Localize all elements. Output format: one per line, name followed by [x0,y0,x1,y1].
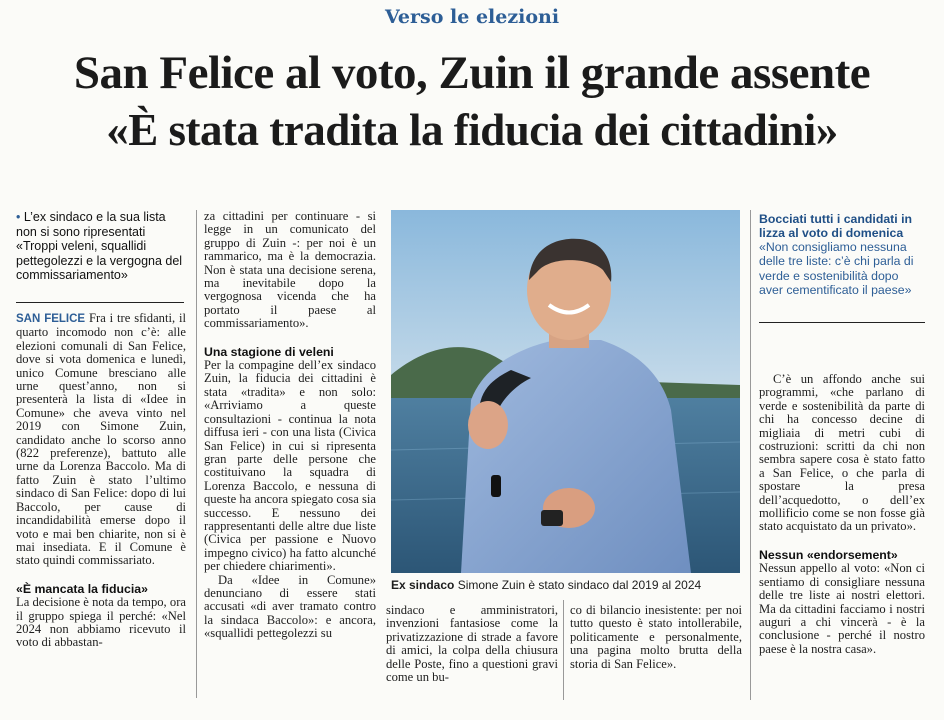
sidebar-divider [759,322,925,323]
section-kicker: Verso le elezioni [384,6,560,28]
sidebar-box [759,212,925,298]
caption-text: Simone Zuin è stato sindaco dal 2019 al 2024 [457,578,702,592]
article-photo [391,210,740,573]
col4-paragraph-2: Nessun appello al voto: «Non ci sentiamo di consigliare nessuna delle tre liste ai nostri elettori. Ma da cittadini facciamo i nostri auguri a chi vincerà - è la conclusione - perché il nostro paese è la nostra casa». [759,561,925,656]
col4-subheading: Nessun «endorsement» [759,547,898,562]
col1-paragraph-1: SAN FELICE Fra i tre sfidanti, il quarto incomodo non c’è: alle elezioni comunali di San Felice, dove si vota domenica e lunedì, unico Comune bresciano alle urne quest’anno, non si presenterà la lista di «Idee in Comune» che aveva vinto nel 2019 con Simone Zuin, candidato anche lo scorso anno (822 preferenze), battuto alle urne da Lorenza Baccolo. Ma di fatto Zuin è stato l’ultimo sindaco di San Felice: dopo di lui Baccolo, per cause di incandidabilità emerse dopo il voto e mai ben chiarite, non si è mai insediata. E il Comune è stato quindi commissariato. [16,311,187,568]
column-4 [759,373,925,656]
col1-subheading: «È mancata la fiducia» [16,581,148,596]
caption-label: Ex sindaco [391,578,455,592]
article-summary [16,210,188,283]
bottom-column-1 [386,604,558,684]
column-divider-3 [750,210,751,700]
summary-divider [16,302,184,303]
bottom-column-2 [570,604,742,671]
column-2 [204,210,376,641]
col2-paragraph-1: za cittadini per continuare - si legge in un comunicato del gruppo di Zuin -: per noi è un rammarico, ma è la democrazia. Non è stata una decisione serena, ma inevitabile dopo la vergognosa vicenda che ha portato il paese al commissariamento». [204,209,376,331]
col4-paragraph-1: C’è un affondo anche sui programmi, «che parlano di verde e sostenibilità da parte di chi ha concesso decine di migliaia di metri cubi di costruzioni: scritti da chi non sembra sapere cosa è stato fatto a San Felice, o che parla di spostare la presa dell’acquedotto, o dell’ex mollificio come se non fosse già stato acquistato da un privato». [759,372,925,534]
column-1 [16,312,186,650]
bottom-paragraph-2: co di bilancio inesistente: per noi tutto questo è stato intollerabile, politicamente e personalmente, una pagina molto brutta della storia di San Felice». [570,603,742,671]
sidebar-title: Bocciati tutti i candidati in lizza al voto di domenica [759,212,913,240]
headline-line-1: San Felice al voto, Zuin il grande assente [73,47,871,99]
summary-text: L’ex sindaco e la sua lista non si sono ripresentati «Troppi veleni, squallidi pettegolezzi e la vergogna del commissariamento» [16,210,183,283]
col2-subheading: Una stagione di veleni [204,344,334,359]
column-divider-1 [196,210,197,698]
col2-paragraph-2: Per la compagine dell’ex sindaco Zuin, la fiducia dei cittadini è stata «tradita» e non solo: «Arriviamo a queste consultazioni - continua la nota diffusa ieri - con una lista (Civica San Felice) in cui si ripresenta gran parte delle persone che costituivano la squadra di Lorenza Baccolo, e nessuna di queste ha ancora spiegato cosa sia successo. E nessuno dei rappresentanti delle altre due liste (Civica per passione e Nuovo impegno civico) ha fatto alcunché per chiedere chiarimenti». [204,358,376,574]
col2-paragraph-3: Da «Idee in Comune» denunciano di essere stati accusati «di aver tramato contro la sindaca Baccolo»: e ancora, «squallidi pettegolezzi su [204,572,376,641]
column-divider-2 [563,600,564,700]
summary-bullet: • [16,210,21,224]
photo-caption [391,578,740,592]
bottom-paragraph-1: sindaco e amministratori, invenzioni fantasiose come la privatizzazione di strade a favore di amici, la colpa della chiusura delle Poste, fino a questioni gravi come un bu- [386,603,558,685]
col1-paragraph-2: La decisione è nota da tempo, ora il gruppo spiega il perché: «Nel 2024 non abbiamo ricevuto il voto di abbastan- [16,595,186,650]
dateline: SAN FELICE [16,313,86,325]
headline-line-2: «È stata tradita la fiducia dei cittadini» [106,105,838,155]
sidebar-quote: «Non consigliamo nessuna delle tre liste: c’è chi parla di verde e sostenibilità dopo aver cementificato il paese» [759,240,914,298]
portrait-illustration [391,210,740,573]
